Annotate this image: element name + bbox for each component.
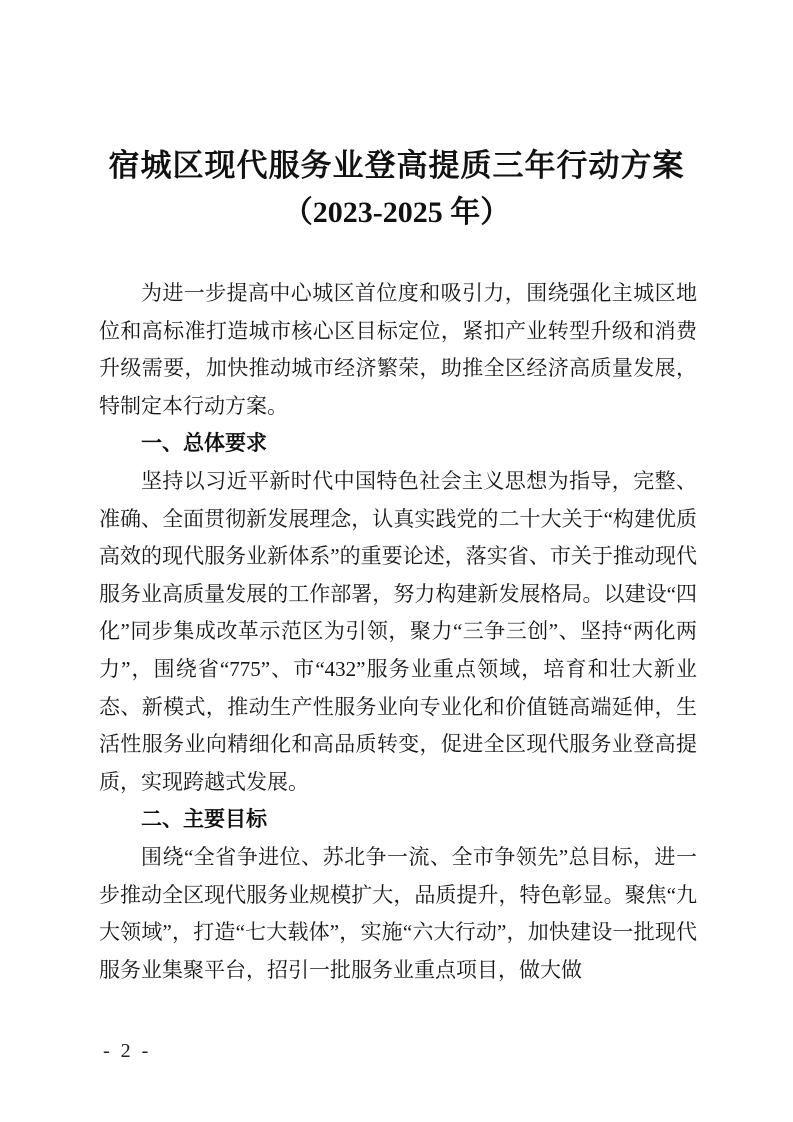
page-number: - 2 - bbox=[103, 1040, 152, 1062]
body-paragraph: 围绕“全省争进位、苏北争一流、全市争领先”总目标，进一步推动全区现代服务业规模扩大，品质提升，特色彰显。聚焦“九大领域”，打造“七大载体”，实施“六大行动”，加快建设一批现代服务业集聚平台，招引一批服务业重点项目，做大做 bbox=[99, 844, 697, 982]
document-title-line-2: （2023-2025 年） bbox=[282, 196, 511, 229]
body-paragraph: 坚持以习近平新时代中国特色社会主义思想为指导，完整、准确、全面贯彻新发展理念，认真实践党的二十大关于“构建优质高效的现代服务业新体系”的重要论述，落实省、市关于推动现代服务业高质量发展的工作部署，努力构建新发展格局。以建设“四化”同步集成改革示范区为引领，聚力“三争三创”、坚持“两化两力”，围绕省“775”、市“432”服务业重点领域，培育和壮大新业态、新模式，推动生产性服务业向专业化和价值链高端延伸，生活性服务业向精细化和高品质转变，促进全区现代服务业登高提质，实现跨越式发展。 bbox=[99, 468, 697, 794]
document-body bbox=[99, 275, 697, 989]
section-heading: 一、总体要求 bbox=[141, 432, 267, 456]
document-title bbox=[0, 143, 793, 237]
body-paragraph: 为进一步提高中心城区首位度和吸引力，围绕强化主城区地位和高标准打造城市核心区目标定位，紧扣产业转型升级和消费升级需要，加快推动城市经济繁荣，助推全区经济高质量发展，特制定本行动方案。 bbox=[99, 281, 697, 418]
document-title-line-1: 宿城区现代服务业登高提质三年行动方案 bbox=[108, 148, 685, 183]
section-heading: 二、主要目标 bbox=[141, 808, 267, 832]
